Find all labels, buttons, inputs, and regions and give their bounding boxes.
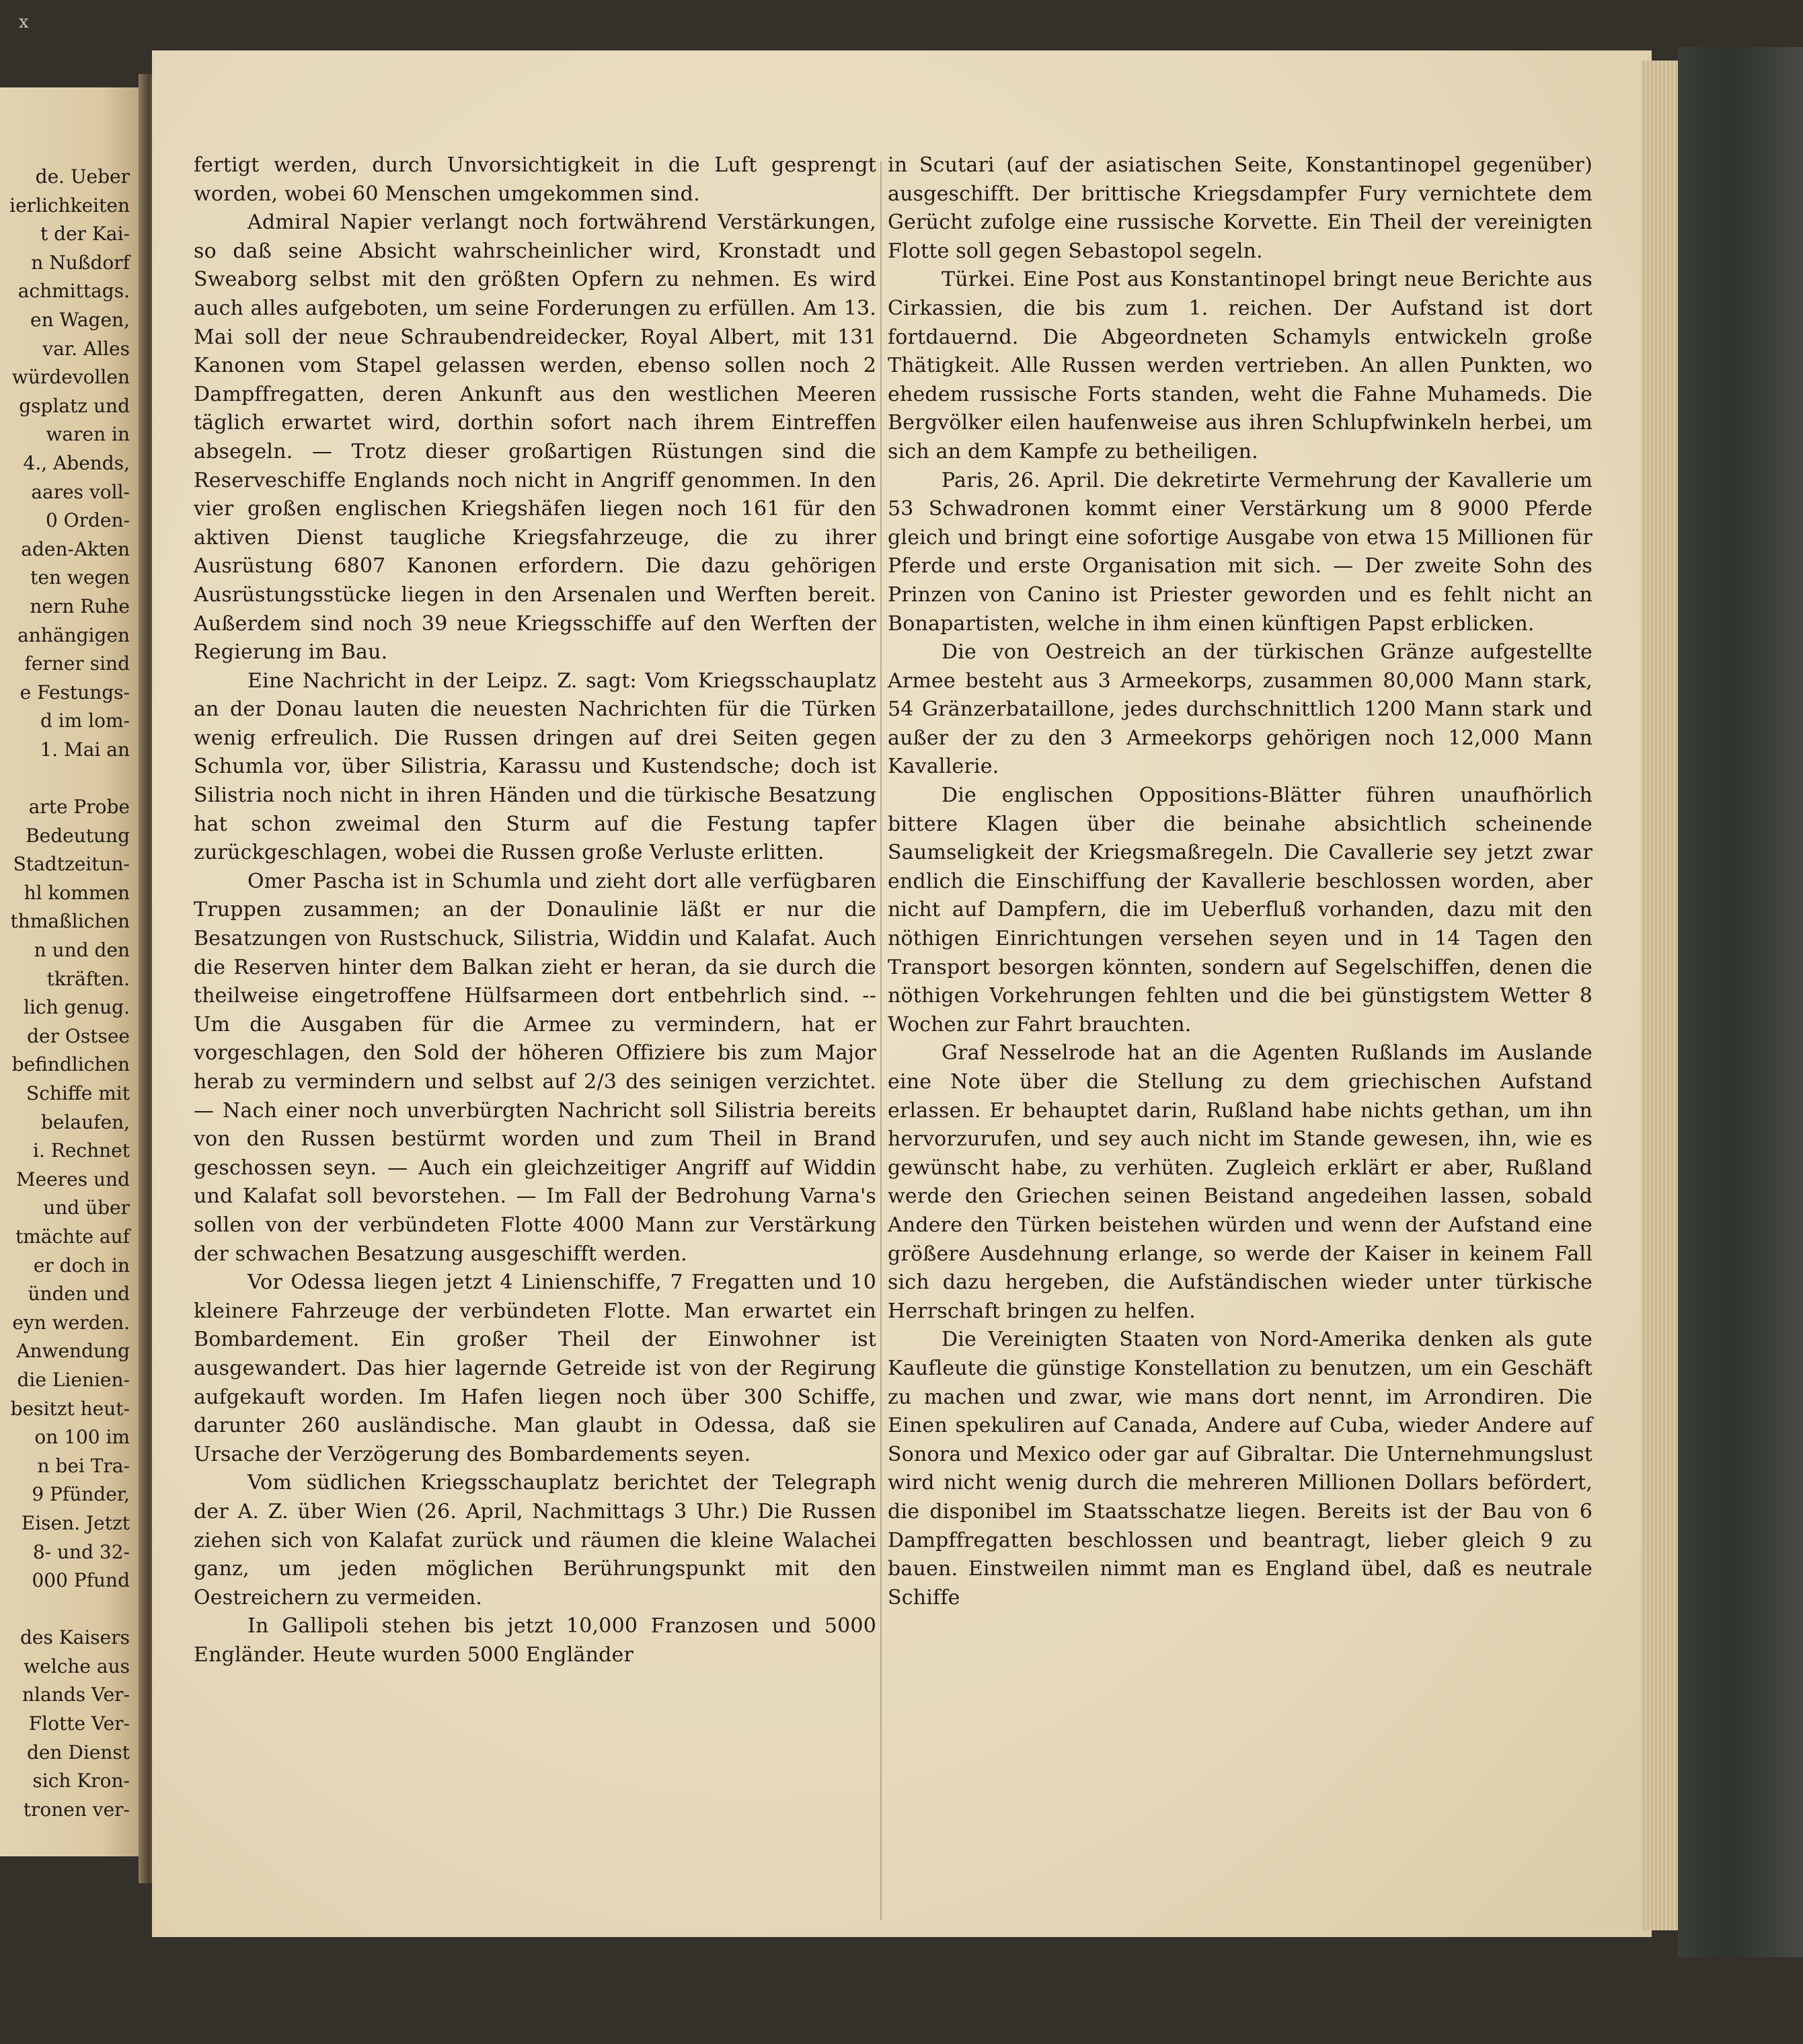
- fragment-line: sich Kron-: [32, 1770, 130, 1792]
- fragment-line: und über: [43, 1197, 130, 1219]
- fragment-line: des Kaisers: [20, 1626, 130, 1649]
- paragraph: Die Vereinigten Staaten von Nord-Amerika denken als gute Kaufleute die günstige Konstellation zu benutzen, um ein Geschäft zu machen und zwar, wie mans dort nennt, im Arrondiren. Die Einen spekuliren auf Canada, Andere auf Cuba, wieder Andere auf Sonora und Mexico oder gar auf Gibraltar. Die Unternehmungslust wird nicht wenig durch die mehreren Millionen Dollars befördert, die disponibel im Staatsschatze liegen. Bereits ist der Bau von 6 Dampffregatten beschlossen und beantragt, lieber gleich 9 zu bauen. Einstweilen nimmt man es England übel, daß es neutrale Schiffe: [888, 1328, 1593, 1610]
- fragment-line: 000 Pfund: [32, 1569, 130, 1592]
- fragment-line: on 100 im: [34, 1426, 130, 1449]
- paragraph: Eine Nachricht in der Leipz. Z. sagt: Vom Kriegsschauplatz an der Donau lauten die neuesten Nachrichten für die Türken wenig erfreulich. Die Russen dringen auf drei Seiten gegen Schumla vor, über Silistria, Karassu und Kustendsche; doch ist Silistria noch nicht in ihren Händen und die türkische Besatzung hat schon zweimal den Sturm auf die Festung tapfer zurückgeschlagen, wobei die Russen große Verluste erlitten.: [194, 669, 876, 865]
- fragment-line: besitzt heut-: [10, 1397, 130, 1420]
- fragment-line: Eisen. Jetzt: [21, 1511, 130, 1534]
- fragment-line: thmaßlichen: [10, 910, 130, 933]
- column-divider: [880, 161, 882, 1920]
- paragraph: Admiral Napier verlangt noch fortwährend Verstärkungen, so daß seine Absicht wahrscheinlicher wird, Kronstadt und Sweaborg selbst mit den größten Opfern zu nehmen. Es wird auch alles aufgeboten, um seine Forderungen zu erfüllen. Am 13. Mai soll der neue Schraubendreidecker, Royal Albert, mit 131 Kanonen vom Stapel gelassen werden, ebenso sollen noch 2 Dampffregatten, deren Ankunft aus den westlichen Meeren täglich erwartet wird, dorthin sofort nach ihrem Eintreffen absegeln. — Trotz dieser großartigen Rüstungen sind die Reserveschiffe Englands noch nicht in Angriff genommen. In den vier großen englischen Kriegshäfen liegen noch 161 für den aktiven Dienst taugliche Kriegsfahrzeuge, die zu ihrer Ausrüstung 6807 Kanonen erfordern. Die dazu gehörigen Ausrüstungsstücke liegen in den Arsenalen und Werften bereit. Außerdem sind noch 39 neue Kriegsschiffe auf den Werften der Regierung im Bau.: [194, 211, 876, 665]
- fragment-line: befindlichen: [11, 1053, 130, 1076]
- fragment-line: 4., Abends,: [23, 451, 130, 474]
- fragment-line: ünden und: [28, 1283, 130, 1305]
- fragment-line: nern Ruhe: [30, 595, 130, 617]
- fragment-line: nlands Ver-: [22, 1683, 130, 1706]
- fragment-line: tmächte auf: [15, 1225, 130, 1248]
- fragment-line: 1. Mai an: [40, 738, 130, 761]
- paragraph: Die englischen Oppositions-Blätter führen unaufhörlich bittere Klagen über die beinahe absichtlich scheinende Saumseligkeit der Kriegsmaßregeln. Die Cavallerie sey jetzt zwar endlich die Einschiffung der Kavallerie beschlossen worden, aber nicht auf Dampfern, die im Ueberfluß vorhanden, dazu mit den nöthigen Einrichtungen versehen seyen und in 14 Tagen den Transport besorgen könnten, sondern auf Segelschiffen, denen die nöthigen Vorkehrungen fehlten und die bei günstigstem Wetter 8 Wochen zur Fahrt brauchten.: [888, 784, 1593, 1036]
- fragment-line: n bei Tra-: [37, 1454, 130, 1477]
- fragment-line: 8- und 32-: [32, 1540, 130, 1563]
- fragment-line: e Festungs-: [20, 681, 130, 704]
- fragment-line: n und den: [34, 939, 130, 962]
- paragraph: Vom südlichen Kriegsschauplatz berichtet der Telegraph der A. Z. über Wien (26. April, Nachmittags 3 Uhr.) Die Russen ziehen sich von Kalafat zurück und räumen die kleine Walachei ganz, um jeden möglichen Berührungspunkt mit den Oestreichern zu vermeiden.: [194, 1471, 876, 1610]
- fragment-line: Meeres und: [15, 1168, 130, 1190]
- fragment-line: en Wagen,: [30, 308, 130, 331]
- paragraph: Omer Pascha ist in Schumla und zieht dort alle verfügbaren Truppen zusammen; an der Donaulinie läßt er nur die Besatzungen von Rustschuck, Silistria, Widdin und Kalafat. Auch die Reserven hinter dem Balkan zieht er heran, da sie durch die theilweise eingetroffene Hülfsarmeen dort entbehrlich sind. -- Um die Ausgaben für die Armee zu vermindern, hat er vorgeschlagen, den Sold der höheren Offiziere bis zum Major herab zu vermindern und selbst auf 2/3 des seinigen verzichtet. — Nach einer noch unverbürgten Nachricht soll Silistria bereits von den Russen bestürmt worden und zum Theil in Brand geschossen seyn. — Auch ein gleichzeitiger Angriff auf Widdin und Kalafat soll bevorstehen. — Im Fall der Bedrohung Varna's sollen von der verbündeten Flotte 4000 Mann zur Verstärkung der schwachen Besatzung ausgeschifft werden.: [194, 869, 876, 1266]
- fragment-line: d im lom-: [40, 710, 130, 732]
- paragraph: In Gallipoli stehen bis jetzt 10,000 Franzosen und 5000 Engländer. Heute wurden 5000 Engländer: [194, 1614, 876, 1667]
- fragment-line: 0 Orden-: [45, 509, 130, 532]
- fragment-line: i. Rechnet: [33, 1139, 130, 1162]
- fragment-line: 9 Pfünder,: [32, 1483, 130, 1506]
- fragment-line: tronen ver-: [23, 1798, 130, 1821]
- paragraph: Paris, 26. April. Die dekretirte Vermehrung der Kavallerie um 53 Schwadronen kommt einer Verstärkung um 8 9000 Pferde gleich und bringt eine sofortige Ausgabe von etwa 15 Millionen für Pferde und erste Organisation mit sich. — Der zweite Sohn des Prinzen von Canino ist Priester geworden und es fehlt nicht an Bonapartisten, welche in ihm einen künftigen Papst erblicken.: [888, 468, 1593, 636]
- paragraph: Die von Oestreich an der türkischen Gränze aufgestellte Armee besteht aus 3 Armeekorps, zusammen 80,000 Mann stark, 54 Gränzerbataillone, jedes durchschnittlich 1200 Mann stark und außer der zu den 3 Armeekorps gehörigen noch 12,000 Mann Kavallerie.: [888, 640, 1593, 779]
- paragraph: Türkei. Eine Post aus Konstantinopel bringt neue Berichte aus Cirkassien, die bis zum 1. reichen. Der Aufstand ist dort fortdauernd. Die Abgeordneten Schamyls entwickeln große Thätigkeit. Alle Russen werden vertrieben. An allen Punkten, wo ehedem russische Forts standen, weht die Fahne Muhameds. Die Bergvölker eilen haufenweise aus ihren Schlupfwinkeln herbei, um sich an dem Kampfe zu betheiligen.: [888, 268, 1593, 463]
- fragment-line: belaufen,: [40, 1110, 130, 1133]
- fragment-line: welche aus: [24, 1655, 130, 1677]
- fragment-line: Anwendung: [16, 1340, 130, 1363]
- fragment-line: ten wegen: [30, 566, 130, 589]
- left-page-text-fragment: [0, 163, 130, 1824]
- fragment-line: hl kommen: [24, 881, 130, 904]
- fragment-line: aares voll-: [31, 480, 130, 503]
- text-column-right: [888, 151, 1593, 1612]
- text-column-left: [194, 151, 876, 1669]
- fragment-line: ierlichkeiten: [9, 194, 130, 217]
- fragment-line: n Nußdorf: [31, 251, 130, 274]
- fragment-line: [0, 764, 130, 793]
- corner-mark: x: [19, 12, 29, 32]
- fragment-line: tkräften.: [46, 967, 130, 990]
- fragment-line: [0, 1595, 130, 1624]
- fragment-line: lich genug.: [24, 996, 130, 1019]
- fragment-line: achmittags.: [17, 280, 130, 303]
- right-page: [152, 50, 1652, 1937]
- fragment-line: Schiffe mit: [26, 1082, 130, 1104]
- fragment-line: den Dienst: [26, 1741, 130, 1764]
- fragment-line: der Ostsee: [27, 1024, 130, 1047]
- fragment-line: Stadtzeitun-: [13, 853, 130, 876]
- fragment-line: de. Ueber: [35, 165, 130, 188]
- fragment-line: gsplatz und: [19, 394, 130, 417]
- fragment-line: arte Probe: [28, 796, 130, 819]
- paragraph: Graf Nesselrode hat an die Agenten Rußlands im Auslande eine Note über die Stellung zu dem griechischen Aufstand erlassen. Er behauptet darin, Rußland habe nichts gethan, um ihn hervorzurufen, und sey auch nicht im Stande gewesen, ihn, wie es gewünscht habe, zu verhüten. Zugleich erklärt er aber, Rußland werde den Griechen seinen Beistand angedeihen lassen, sobald Andere den Türken beistehen würden und wenn der Aufstand eine größere Ausdehnung erlange, so werde der Kaiser in keinem Fall sich dazu hergeben, die Aufständischen wieder unter türkische Herrschaft bringen zu helfen.: [888, 1041, 1593, 1323]
- fragment-line: t der Kai-: [40, 223, 130, 245]
- paragraph: in Scutari (auf der asiatischen Seite, Konstantinopel gegenüber) ausgeschifft. Der brittische Kriegsdampfer Fury vernichtete dem Gerücht zufolge eine russische Korvette. Ein Theil der vereinigten Flotte soll gegen Sebastopol segeln.: [888, 153, 1593, 263]
- fragment-line: die Lienien-: [17, 1368, 130, 1391]
- paragraph: Vor Odessa liegen jetzt 4 Linienschiffe, 7 Fregatten und 10 kleinere Fahrzeuge der verbündeten Flotte. Man erwartet ein Bombardement. Ein großer Theil der Einwohner ist ausgewandert. Das hier lagernde Getreide ist von der Regirung aufgekauft worden. Im Hafen liegen noch über 300 Schiffe, darunter 260 ausländische. Man glaubt in Odessa, daß sie Ursache der Verzögerung des Bombardements seyen.: [194, 1271, 876, 1466]
- fragment-line: eyn werden.: [12, 1311, 130, 1334]
- fragment-line: anhängigen: [17, 623, 130, 646]
- fragment-line: ferner sind: [24, 652, 130, 675]
- fragment-line: waren in: [46, 423, 130, 446]
- book-cover-board: [1678, 47, 1803, 1957]
- fragment-line: würdevollen: [11, 366, 130, 389]
- fragment-line: var. Alles: [42, 337, 130, 360]
- fragment-line: aden-Akten: [21, 537, 130, 560]
- left-page: [0, 87, 145, 1856]
- fragment-line: er doch in: [33, 1254, 130, 1277]
- fragment-line: Bedeutung: [26, 824, 130, 847]
- paragraph: fertigt werden, durch Unvorsichtigkeit in die Luft gesprengt worden, wobei 60 Menschen umgekommen sind.: [194, 153, 876, 206]
- fragment-line: Flotte Ver-: [28, 1712, 130, 1735]
